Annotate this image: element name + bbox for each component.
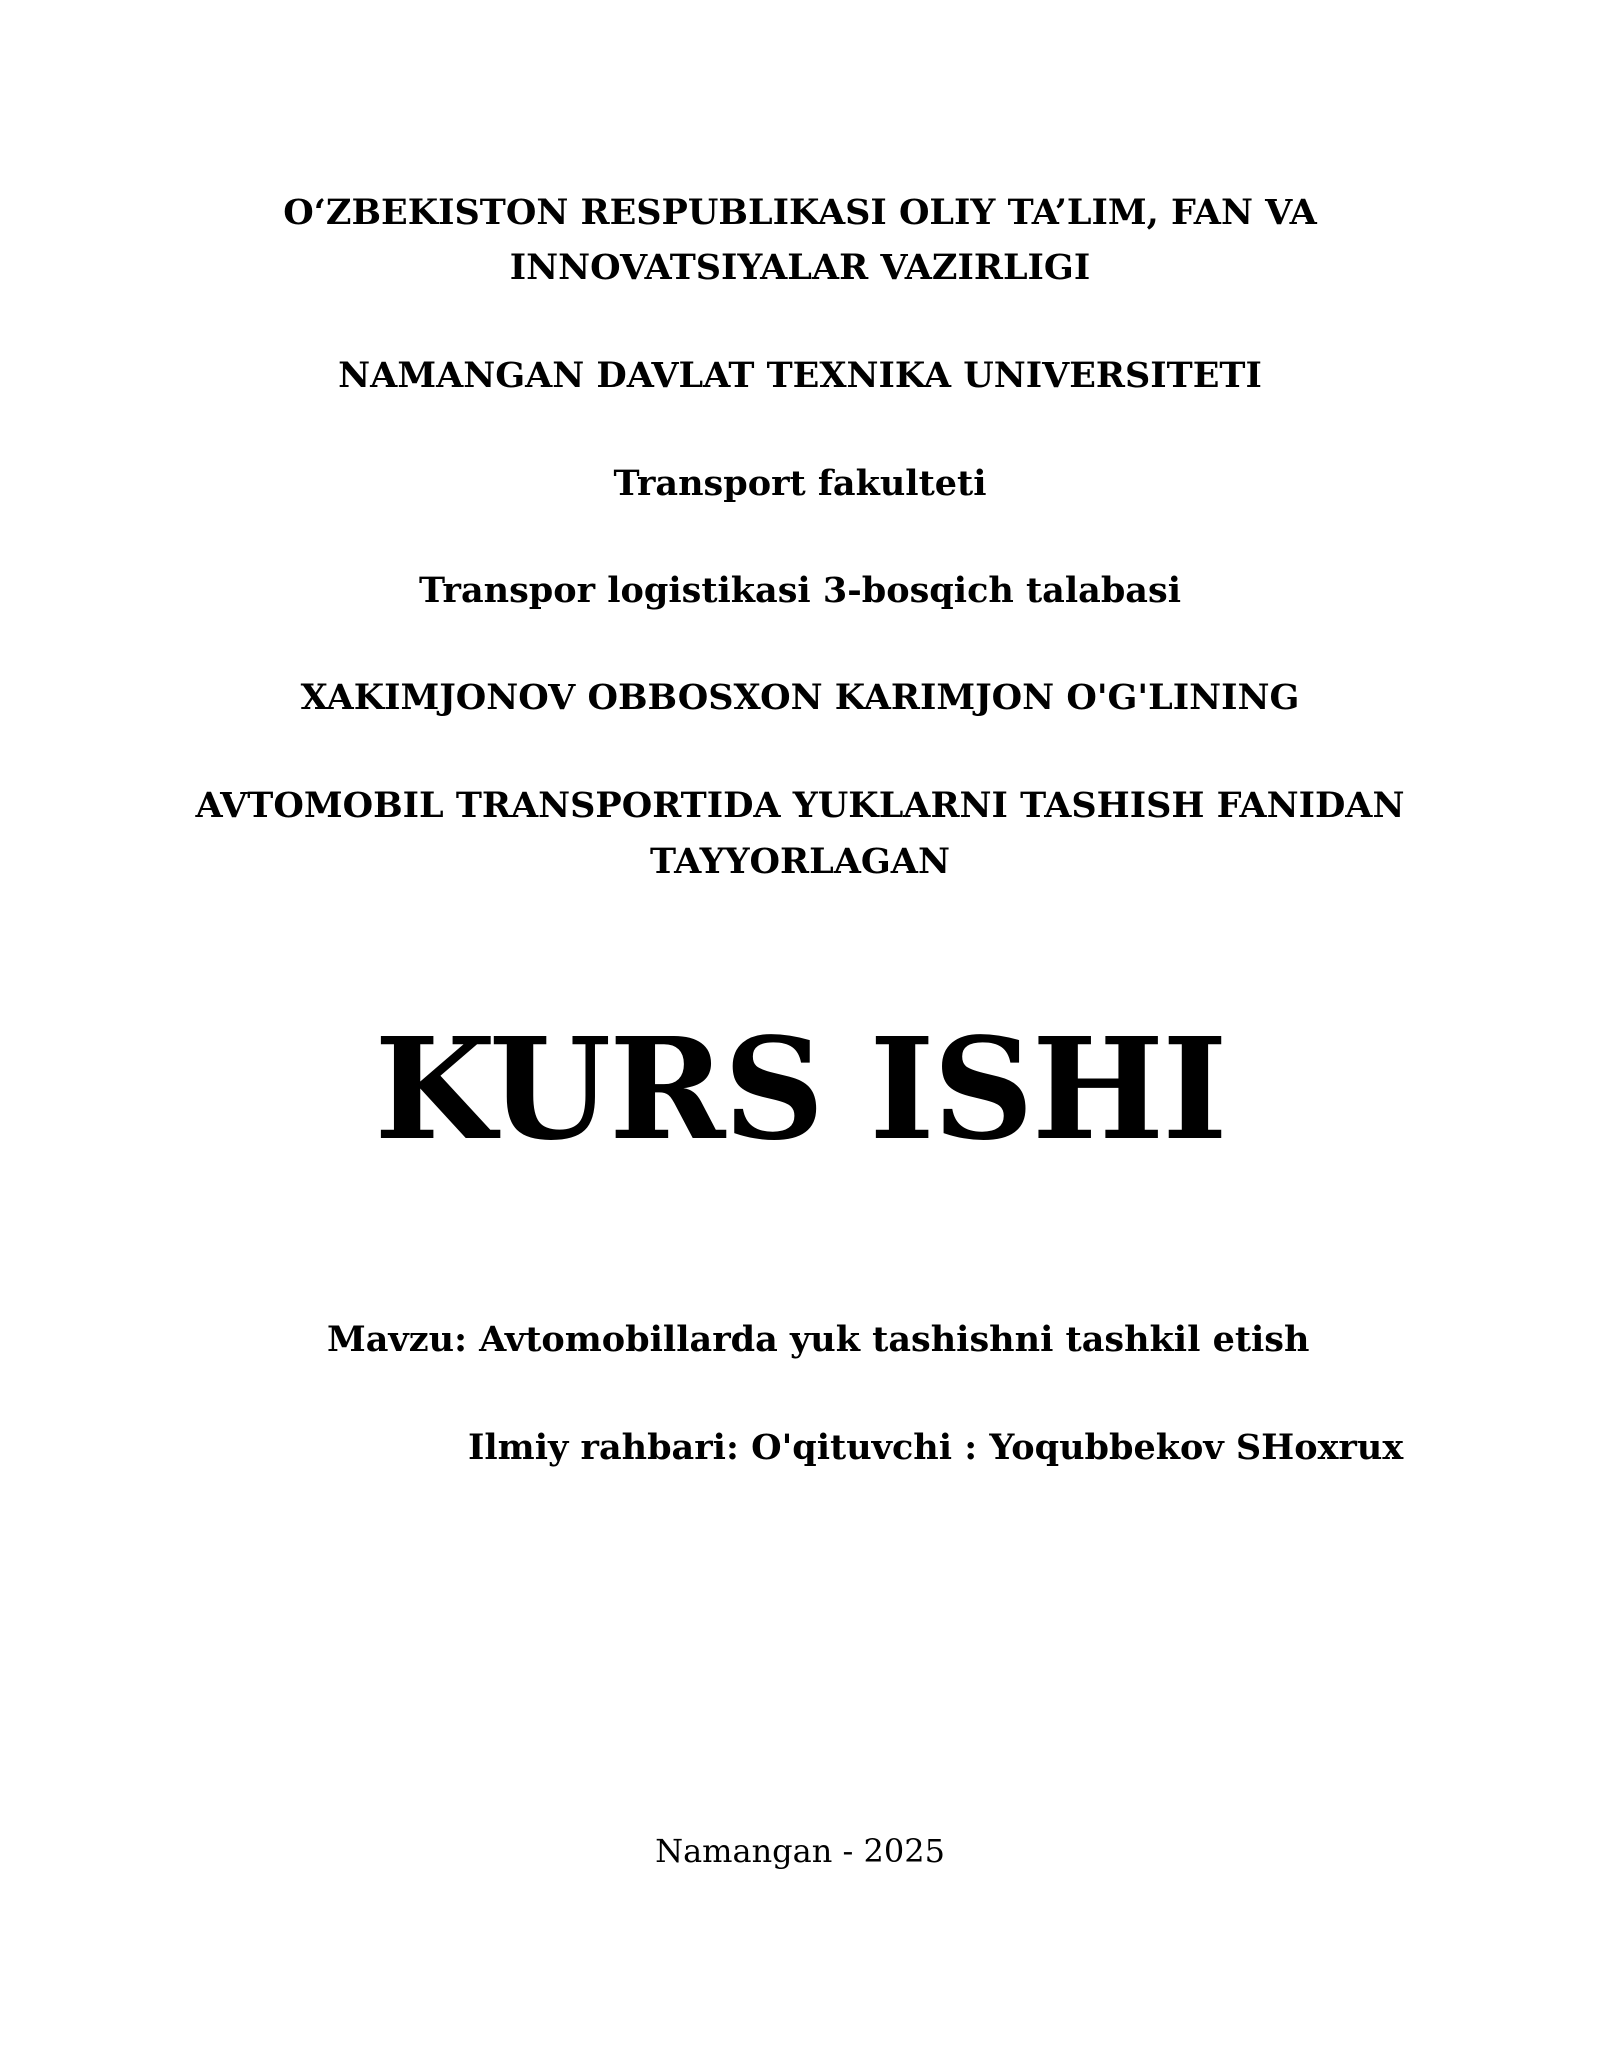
university-name: NAMANGAN DAVLAT TEXNIKA UNIVERSITETI bbox=[338, 355, 1262, 396]
subject-line-2: TAYYORLAGAN bbox=[650, 841, 950, 882]
place-year-footer: Namangan - 2025 bbox=[655, 1832, 945, 1870]
ministry-line-1: O‘ZBEKISTON RESPUBLIKASI OLIY TA’LIM, FAN VA bbox=[283, 192, 1317, 233]
document-title: KURS ISHI bbox=[374, 1008, 1226, 1172]
subject-line-1: AVTOMOBIL TRANSPORTIDA YUKLARNI TASHISH FANIDAN bbox=[195, 785, 1405, 826]
supervisor-line: Ilmiy rahbari: O'qituvchi : Yoqubbekov SHoxrux bbox=[468, 1427, 1404, 1468]
student-name: XAKIMJONOV OBBOSXON KARIMJON O'G'LINING bbox=[300, 677, 1300, 718]
faculty-name: Transport fakulteti bbox=[613, 463, 987, 504]
student-level: Transpor logistikasi 3-bosqich talabasi bbox=[419, 570, 1181, 611]
topic-line: Mavzu: Avtomobillarda yuk tashishni tashkil etish bbox=[327, 1319, 1310, 1360]
ministry-line-2: INNOVATSIYALAR VAZIRLIGI bbox=[509, 247, 1091, 288]
